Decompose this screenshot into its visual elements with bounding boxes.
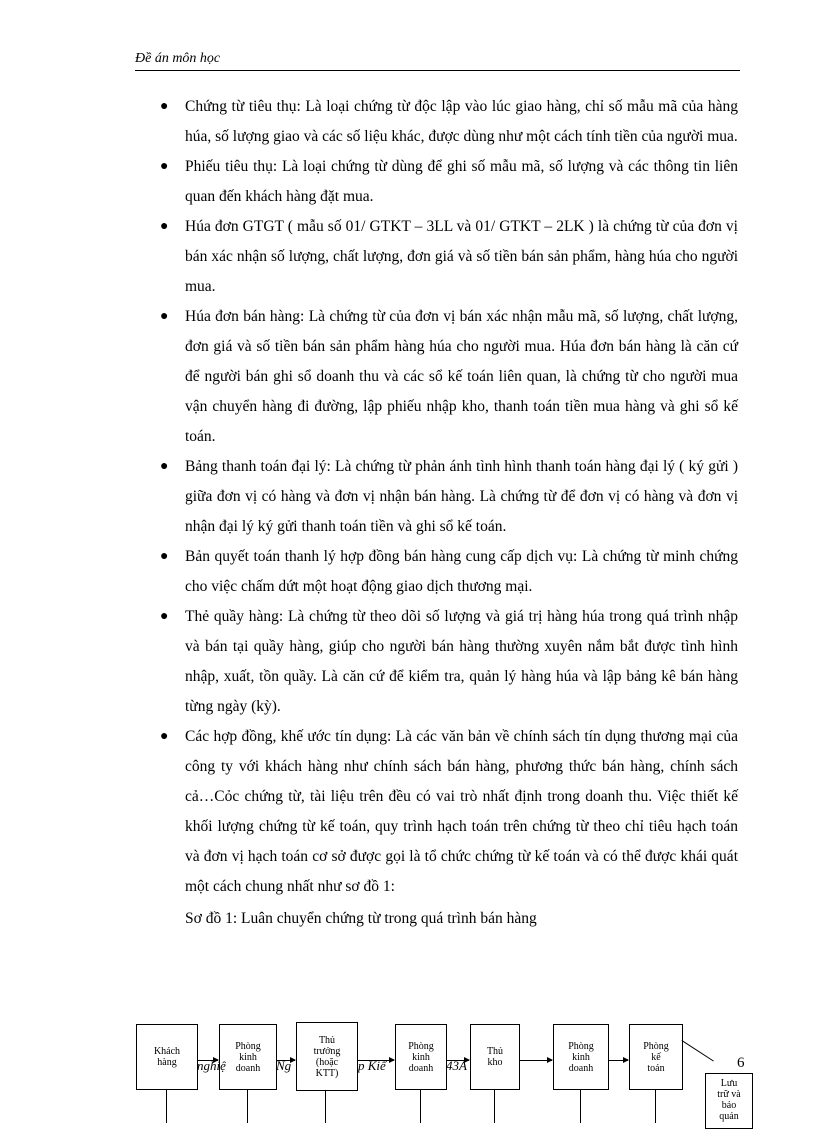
diagram-box-accounting: Phòng kế toán (629, 1024, 683, 1090)
connector-line (325, 1090, 326, 1123)
bullet-item: ● Bảng thanh toán đại lý: Là chứng từ phản ánh tình hình thanh toán hàng đại lý ( ký gửi ) giữa đơn vị có hàng và đơn vị nhận bán hàng. Là chứng từ để đơn vị có hàng và đơn vị nhận đại lý ký gửi thanh toán tiền và ghi sổ kế toán. (185, 452, 738, 542)
bullet-icon: ● (160, 729, 169, 744)
diagram-box-director: Thủ trưởng (hoặc KTT) (296, 1022, 358, 1091)
footer-fragment: Ng (276, 1058, 292, 1073)
bullet-item: ● Húa đơn bán hàng: Là chứng từ của đơn vị bán xác nhận mẫu mã, số lượng, chất lượng, đơn giá và số tiền bán sản phẩm hàng húa cho người mua. Húa đơn bán hàng là căn cứ để người bán ghi sổ doanh thu và các sổ kế toán liên quan, là chứng từ cho người mua vận chuyển hàng đi đường, lập phiếu nhập kho, thanh toán tiền mua hàng và ghi sổ kế toán. (185, 302, 738, 452)
connector-line (166, 1089, 167, 1123)
connector-line (655, 1089, 656, 1123)
header-title: Đề án môn học (135, 51, 221, 66)
diagram-box-warehouse: Thủ kho (470, 1024, 520, 1090)
diagram-box-sales-dept: Phòng kinh doanh (395, 1024, 447, 1090)
bullet-item: ● Các hợp đồng, khế ước tín dụng: Là các văn bản về chính sách tín dụng thương mại của công ty với khách hàng như chính sách bán hàng, phương thức bán hàng, chính sách cả…Cỏc chứng từ, tài liệu trên đều có vai trò nhất định trong doanh thu. Việc thiết kế khối lượng chứng từ kế toán, quy trình hạch toán trên chứng từ theo chỉ tiêu hạch toán và đơn vị hạch toán cơ sở được gọi là tổ chức chứng từ kế toán và có thể được khái quát một cách chung nhất như sơ đồ 1: (185, 722, 738, 902)
bullet-icon: ● (160, 609, 169, 624)
bullet-list (160, 92, 738, 902)
bullet-icon: ● (160, 309, 169, 324)
footer-fragment: 43A (446, 1058, 467, 1073)
diagram-caption: Sơ đồ 1: Luân chuyển chứng từ trong quá trình bán hàng (185, 910, 537, 927)
bullet-icon: ● (160, 459, 169, 474)
footer-fragment: p Kiể (358, 1058, 386, 1073)
flow-diagram (0, 1000, 816, 1123)
connector-line (247, 1089, 248, 1123)
flow-arrow (519, 1060, 552, 1061)
bullet-item: ● Phiếu tiêu thụ: Là loại chứng từ dùng để ghi số mẫu mã, số lượng và các thông tin liên quan đến khách hàng đặt mua. (185, 152, 738, 212)
connector-line (580, 1089, 581, 1123)
document-body (160, 92, 738, 934)
footer-fragment: nghiệ (197, 1058, 226, 1073)
connector-line (494, 1089, 495, 1123)
diagram-box-customer: Khách hàng (136, 1024, 198, 1090)
bullet-icon: ● (160, 99, 169, 114)
page-header (135, 50, 740, 71)
bullet-item: ● Húa đơn GTGT ( mẫu số 01/ GTKT – 3LL và 01/ GTKT – 2LK ) là chứng từ của đơn vị bán xác nhận số lượng, chất lượng, đơn giá và số tiền bán sản phẩm, hàng húa cho người mua. (185, 212, 738, 302)
connector-line (420, 1089, 421, 1123)
flow-arrow-diagonal (681, 1040, 713, 1062)
bullet-icon: ● (160, 219, 169, 234)
flow-arrow (608, 1060, 628, 1061)
diagram-box-sales-dept: Phòng kinh doanh (219, 1024, 277, 1090)
diagram-box-sales-dept: Phòng kinh doanh (553, 1024, 609, 1090)
bullet-icon: ● (160, 549, 169, 564)
bullet-item: ● Thẻ quầy hàng: Là chứng từ theo dõi số lượng và giá trị hàng húa trong quá trình nhập và bán tại quầy hàng, giúp cho người bán hàng thường xuyên nắm bắt được tình hình nhập, xuất, tồn quầy. Là căn cứ để kiểm tra, quản lý hàng húa và lập bảng kê bán hàng từng ngày (kỳ). (185, 602, 738, 722)
bullet-item: ● Chứng từ tiêu thụ: Là loại chứng từ độc lập vào lúc giao hàng, chỉ số mẫu mã của hàng húa, số lượng giao và các số liệu khác, được dùng như một cách tính tiền của người mua. (185, 92, 738, 152)
bullet-icon: ● (160, 159, 169, 174)
page-number: 6 (737, 1055, 745, 1071)
diagram-box-archive: Lưu trữ và bảo quản (705, 1073, 753, 1129)
bullet-item: ● Bản quyết toán thanh lý hợp đồng bán hàng cung cấp dịch vụ: Là chứng từ minh chứng cho việc chấm dứt một hoạt động giao dịch thương mại. (185, 542, 738, 602)
